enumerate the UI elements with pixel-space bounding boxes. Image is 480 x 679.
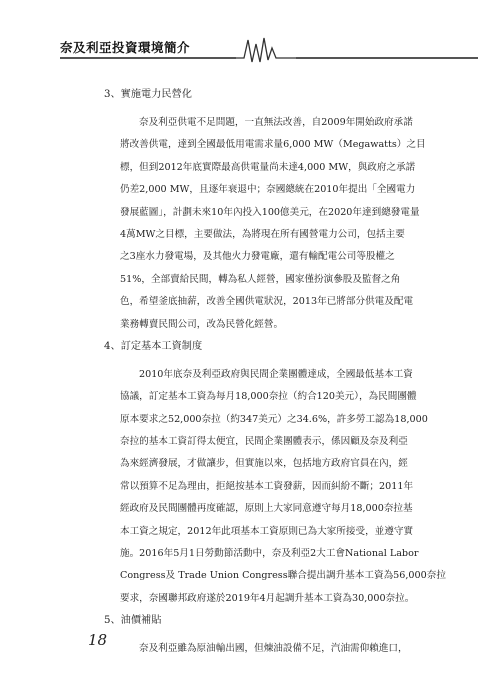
text-line: 為來經濟發展，才做讓步，但實施以來，包括地方政府官員在內，經 <box>120 458 408 470</box>
section-heading-3: 3、實施電力民營化 <box>104 89 192 100</box>
page-header <box>0 34 480 64</box>
text-line: 原本要求之52,000奈拉（約347美元）之34.6%，許多勞工認為18,000 <box>120 413 428 425</box>
text-line: Congress及 Trade Union Congress聯合提出調升基本工資為56,000奈拉 <box>120 570 446 582</box>
text-line: 將改善供電，達到全國最低用電需求量6,000 MW（Megawatts）之目 <box>120 139 426 151</box>
section-4-paragraph <box>120 364 446 610</box>
text-line: 奈拉的基本工資訂得太便宜，民間企業團體表示，係因顧及奈及利亞 <box>120 436 408 448</box>
text-line: 施。2016年5月1日勞動節活動中，奈及利亞2大工會National Labor <box>120 548 419 560</box>
text-line: 本工資之規定，2012年此項基本工資原則已為大家所接受，並遵守實 <box>120 525 414 537</box>
document-body <box>96 88 446 661</box>
text-line: 4萬MW之目標，主要做法，為將現在所有國營電力公司，包括主要 <box>120 228 405 240</box>
text-line: 發展藍圖」，計劃未來10年內投入100億美元，在2020年達到總發電量 <box>120 206 420 218</box>
text-line: 仍差2,000 MW，且逐年衰退中；奈國總統在2010年提出「全國電力 <box>120 184 416 196</box>
section-3-paragraph <box>120 112 426 336</box>
text-line: 常以預算不足為理由，拒絕按基本工資發薪，因而糾紛不斷；2011年 <box>120 480 414 492</box>
text-line: 色，希望釜底抽薪，改善全國供電狀況，2013年已將部分供電及配電 <box>120 296 414 308</box>
text-line: 51%，全部賣給民間，轉為私人經營，國家僅扮演參股及監督之角 <box>120 273 401 285</box>
section-5-paragraph <box>120 638 426 660</box>
text-line: 經政府及民間團體再度確認，原則上大家同意遵守每月18,000奈拉基 <box>120 503 413 515</box>
section-heading-5: 5、油價補貼 <box>104 615 162 627</box>
heartbeat-wave-icon <box>236 34 296 64</box>
text-line: 之3座水力發電場，及其他火力發電廠，還有輸配電公司等股權之 <box>120 251 395 263</box>
text-line: 要求，奈國聯邦政府遂於2019年4月起調升基本工資為30,000奈拉。 <box>120 592 415 604</box>
text-line: 業務轉賣民間公司，改為民營化經營。 <box>120 318 284 330</box>
text-line: 標，但到2012年底實際最高供電量尚未達4,000 MW，與政府之承諾 <box>120 161 416 173</box>
text-line: 2010年底奈及利亞政府與民間企業團體達成，全國最低基本工資 <box>139 368 413 380</box>
section-heading-4: 4、訂定基本工資制度 <box>104 340 203 352</box>
header-title: 奈及利亞投資環境簡介 <box>60 40 191 55</box>
text-line: 奈及利亞供電不足問題，一直無法改善，自2009年開始政府承諾 <box>139 117 413 128</box>
text-line: 奈及利亞雖為原油輸出國，但煉油設備不足，汽油需仰賴進口， <box>139 643 408 655</box>
text-line: 協議，訂定基本工資為每月18,000奈拉（約合120美元），為民間團體 <box>120 391 417 403</box>
page-number: 18 <box>88 631 108 649</box>
